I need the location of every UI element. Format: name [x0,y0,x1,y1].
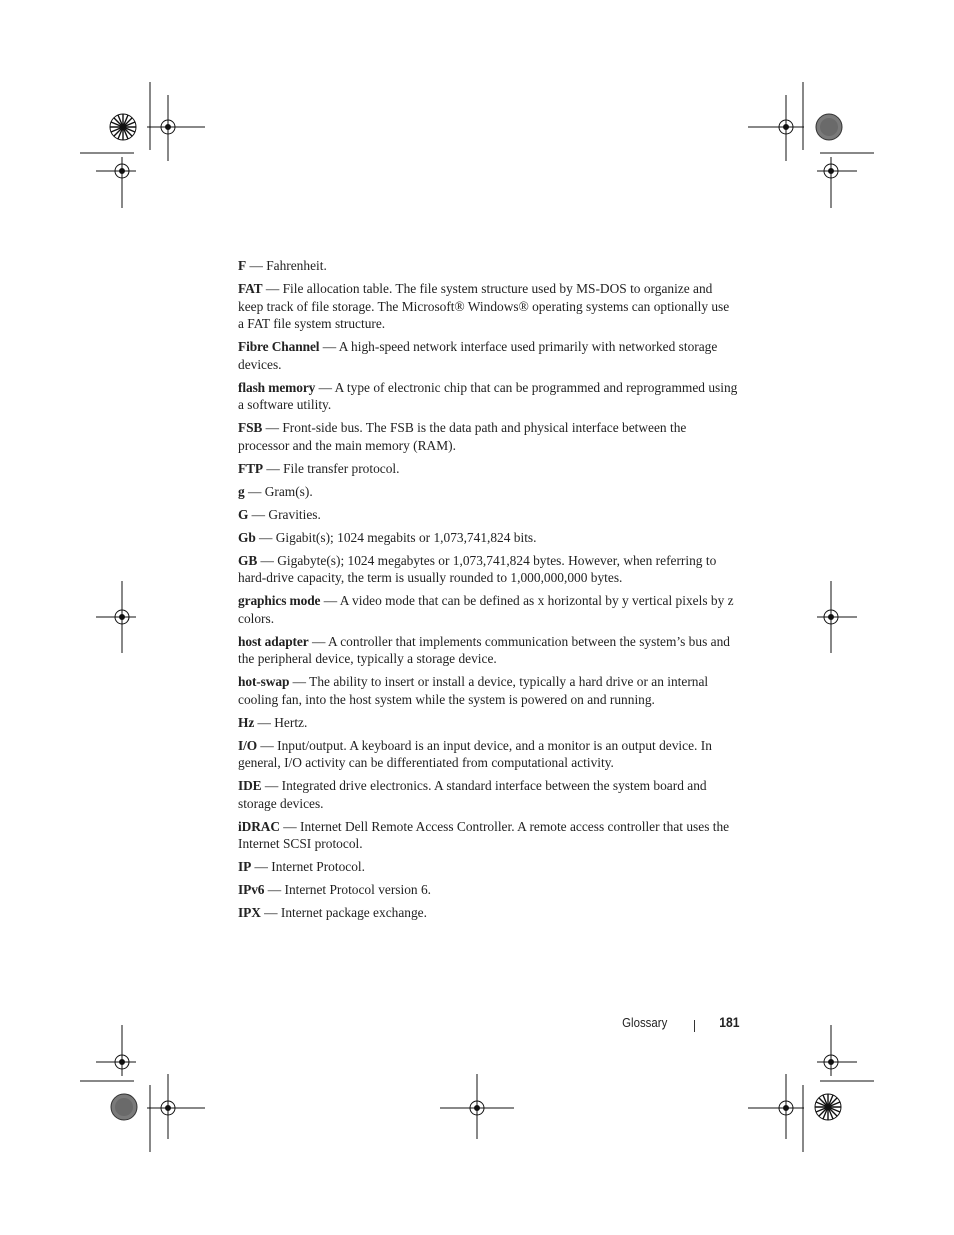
glossary-definition: Internet Protocol version 6. [284,882,432,897]
glossary-definition: The ability to insert or install a device, typically a hard drive or an internal cooling fan, into the host system while the system is powered on and running. [238,674,709,707]
glossary-definition: Front-side bus. The FSB is the data path and physical interface between the processor and the main memory (RAM). [238,420,687,453]
glossary-entry: g — Gram(s). [238,483,313,499]
registration-mark-icon [748,1074,804,1139]
glossary-term: FAT [238,281,263,296]
glossary-definition: File allocation table. The file system structure used by MS-DOS to organize and keep track of file storage. The Microsoft® Windows® operating systems can optionally use a FAT file system structure. [238,281,730,331]
glossary-definition: Internet Dell Remote Access Controller. A remote access controller that uses the Internet SCSI protocol. [238,818,730,851]
glossary-definition: Gigabit(s); 1024 megabits or 1,073,741,824 bits. [275,529,537,545]
glossary-entry: IPX — Internet package exchange. [238,905,427,920]
glossary-entry: flash memory — A type of electronic chip that can be programmed and reprogrammed using a software utility. [238,379,738,412]
glossary-term: g [238,483,245,499]
glossary-entry: FTP — File transfer protocol. [238,460,400,476]
glossary-definition: Gigabyte(s); 1024 megabytes or 1,073,741,824 bytes. However, when referring to hard-drive capacity, the term is usually rounded to 1,000,000,000 bytes. [238,552,717,585]
glossary-term: IPv6 [238,882,265,897]
page-footer [560,1015,740,1035]
glossary-term: host adapter [238,633,309,649]
glossary-term: hot-swap [238,674,290,689]
glossary-term: Hz [238,714,255,730]
glossary-list [238,257,738,927]
glossary-entry: F — Fahrenheit. [238,258,327,273]
registration-mark-icon [817,581,857,653]
registration-mark-icon [96,1025,136,1076]
glossary-entry: iDRAC — Internet Dell Remote Access Controller. A remote access controller that uses the Internet SCSI protocol. [238,818,730,851]
glossary-term: flash memory [238,379,316,395]
footer-divider [694,1020,695,1032]
gray-target-icon [816,114,842,140]
star-target-icon [815,1094,841,1120]
glossary-term: FSB [238,420,263,435]
glossary-definition: Hertz. [274,714,308,730]
glossary-definition: Gram(s). [264,483,313,499]
glossary-definition: Integrated drive electronics. A standard interface between the system board and storage devices. [238,778,707,811]
glossary-term: iDRAC [238,818,280,834]
glossary-entry: GB — Gigabyte(s); 1024 megabytes or 1,073,741,824 bytes. However, when referring to hard-drive capacity, the term is usually rounded to 1,000,000,000 bytes. [238,552,717,585]
glossary-entry: FAT — File allocation table. The file system structure used by MS-DOS to organize and keep track of file storage. The Microsoft® Windows® operating systems can optionally use a FAT file system structure. [238,281,730,331]
glossary-definition: Internet Protocol. [271,859,366,874]
glossary-entry: FSB — Front-side bus. The FSB is the data path and physical interface between the processor and the main memory (RAM). [238,420,687,453]
page-number: 181 [719,1015,740,1030]
glossary-definition: A controller that implements communication between the system’s bus and the peripheral device, typically a storage device. [238,633,730,666]
star-target-icon [110,114,136,140]
registration-mark-icon [96,581,136,653]
registration-mark-icon [748,95,804,161]
registration-mark-icon [96,157,136,208]
glossary-definition: Input/output. A keyboard is an input device, and a monitor is an output device. In general, I/O activity can be differentiated from computational activity. [238,737,712,770]
glossary-entry: host adapter — A controller that implements communication between the system’s bus and the peripheral device, typically a storage device. [238,633,730,666]
gray-target-icon [111,1094,137,1120]
glossary-term: Gb [238,529,256,545]
glossary-entry: IPv6 — Internet Protocol version 6. [238,882,432,897]
registration-mark-icon [440,1074,514,1139]
glossary-definition: A high-speed network interface used primarily with networked storage devices. [238,339,718,372]
glossary-entry: Hz — Hertz. [238,714,308,730]
glossary-term: graphics mode [238,593,321,608]
glossary-term: Fibre Channel [238,339,320,354]
glossary-entry: Gb — Gigabit(s); 1024 megabits or 1,073,741,824 bits. [238,529,537,545]
glossary-entry: hot-swap — The ability to insert or install a device, typically a hard drive or an internal cooling fan, into the host system while the system is powered on and running. [238,674,709,707]
glossary-entry: G — Gravities. [238,506,321,522]
glossary-definition: A type of electronic chip that can be programmed and reprogrammed using a software utility. [238,379,738,412]
glossary-definition: Gravities. [268,506,321,522]
registration-mark-icon [147,1074,205,1139]
glossary-entry: IP — Internet Protocol. [238,859,366,874]
glossary-term: IDE [238,778,262,793]
glossary-term: IPX [238,905,261,920]
registration-mark-icon [817,1025,857,1076]
glossary-entry: Fibre Channel — A high-speed network interface used primarily with networked storage devices. [238,339,718,372]
glossary-definition: Internet package exchange. [280,905,427,920]
glossary-term: I/O [238,737,258,753]
footer-section-label: Glossary [621,1015,667,1030]
glossary-term: G [238,506,249,522]
glossary-definition: Fahrenheit. [266,258,327,273]
glossary-term: IP [238,859,252,874]
glossary-definition: File transfer protocol. [283,460,400,476]
glossary-entry: graphics mode — A video mode that can be defined as x horizontal by y vertical pixels by z colors. [238,593,734,626]
glossary-term: FTP [238,460,263,476]
glossary-entry: IDE — Integrated drive electronics. A standard interface between the system board and storage devices. [238,778,707,811]
glossary-term: F [238,258,247,273]
glossary-definition: A video mode that can be defined as x horizontal by y vertical pixels by z colors. [238,593,734,626]
registration-mark-icon [817,157,857,208]
glossary-entry: I/O — Input/output. A keyboard is an input device, and a monitor is an output device. In general, I/O activity can be differentiated from computational activity. [238,737,712,770]
glossary-term: GB [238,552,258,568]
registration-mark-icon [147,95,205,161]
